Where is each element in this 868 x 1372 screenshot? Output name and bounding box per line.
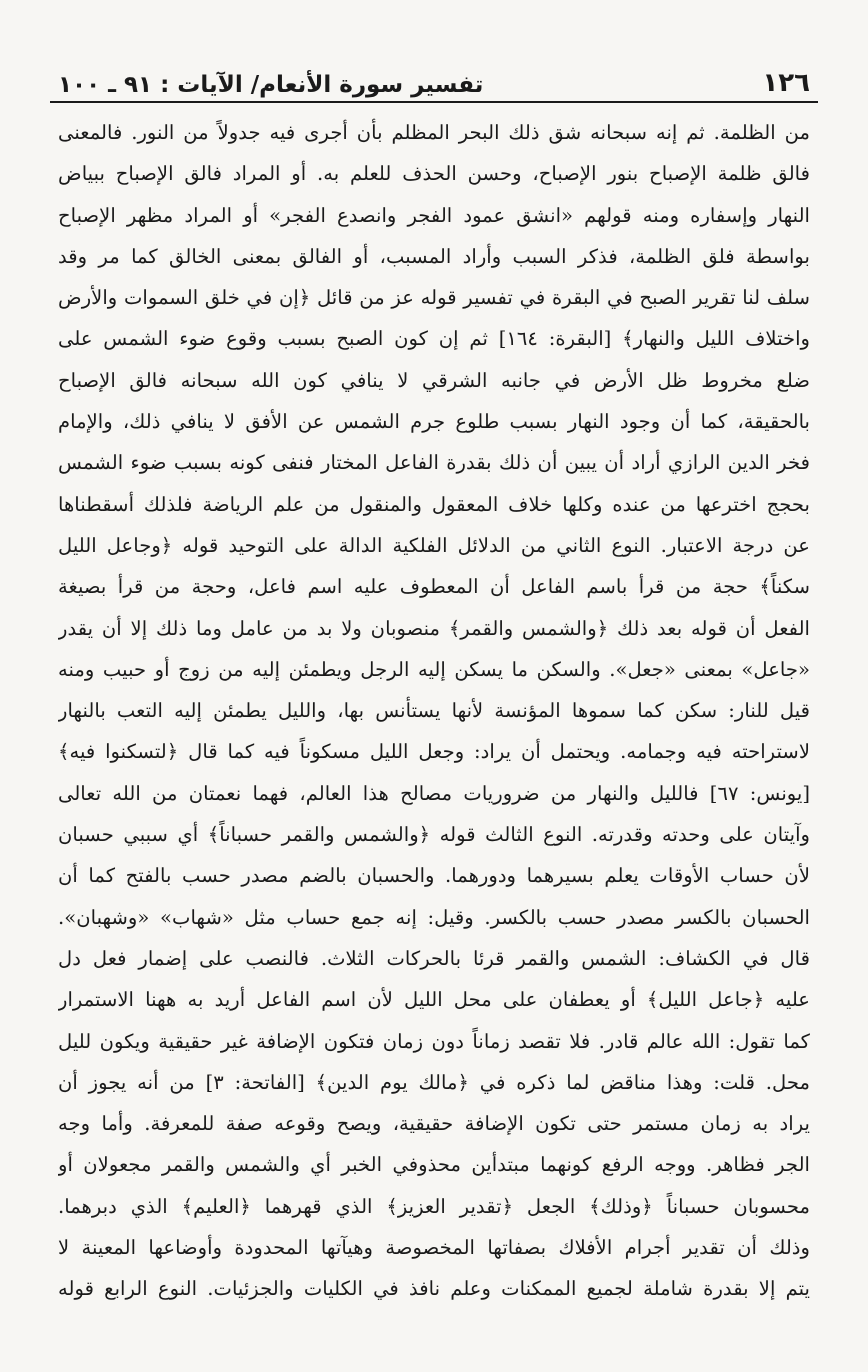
text-line: قال في الكشاف: الشمس والقمر قرئا بالحركات الثلاث. فالنصب على إضمار فعل دل <box>58 946 810 970</box>
running-title: تفسير سورة الأنعام/ الآيات : ٩١ ـ ١٠٠ <box>58 72 484 98</box>
text-line: سلف لنا تقرير الصبح في البقرة في تفسير قوله عز من قائل ﴿إن في خلق السموات والأرض <box>58 286 810 310</box>
text-line: «جاعل» بمعنى «جعل». والسكن ما يسكن إليه الرجل ويطمئن إليه من زوج أو حبيب ومنه <box>58 657 810 681</box>
text-line: محل. قلت: وهذا مناقض لما ذكره في ﴿مالك يوم الدين﴾ [الفاتحة: ٣] من أنه يجوز أن <box>58 1070 810 1094</box>
text-line: من الظلمة. ثم إنه سبحانه شق ذلك البحر المظلم بأن أجرى فيه جدولاً من النور. فالمعنى <box>58 121 810 144</box>
text-line: وذلك أن تقدير أجرام الأفلاك بصفاتها المخصوصة وهيآتها المحدودة وأوضاعها المعينة لا <box>58 1236 810 1260</box>
text-line: الحسبان بالكسر مصدر حسب بالكسر. وقيل: إنه جمع حساب مثل «شهاب» «وشهبان». <box>58 905 810 929</box>
text-line: فالق ظلمة الإصباح بنور الإصباح، وحسن الحذف للعلم به. أو المراد فالق الإصباح ببياض <box>58 162 810 186</box>
text-line: لأن حساب الأوقات يعلم بسيرهما ودورهما. والحسبان بالضم مصدر حسب بالفتح كما أن <box>58 864 810 888</box>
text-line: محسوبان حسباناً ﴿وذلك﴾ الجعل ﴿تقدير العزيز﴾ الذي قهرهما ﴿العليم﴾ الذي دبرهما. <box>58 1194 810 1218</box>
text-line: عليه ﴿جاعل الليل﴾ أو يعطفان على محل الليل لأن اسم الفاعل أريد به ههنا الاستمرار <box>58 988 810 1012</box>
text-line: واختلاف الليل والنهار﴾ [البقرة: ١٦٤] ثم إن كون الصبح بسبب وقوع ضوء الشمس على <box>58 327 810 351</box>
text-line: بالحقيقة، كما أن وجود النهار بسبب طلوع جرم الشمس عن الأفق لا ينافي ذلك، والإمام <box>58 410 810 434</box>
text-line: [يونس: ٦٧] فالليل والنهار من ضروريات مصالح هذا العالم، فهما نعمتان من الله تعالى <box>58 781 810 805</box>
header-rule <box>50 101 818 103</box>
text-line: يتم إلا بقدرة شاملة لجميع الممكنات وعلم نافذ في الكليات والجزئيات. النوع الرابع قوله <box>58 1277 810 1301</box>
text-line: قيل للنار: سكن كما سموها المؤنسة لأنها يستأنس بها، والليل يطمئن إليه التعب بالنهار <box>58 699 810 723</box>
text-line: سكناً﴾ حجة من قرأ باسم الفاعل أن المعطوف عليه اسم فاعل، وحجة من قرأ بصيغة <box>58 575 810 599</box>
text-line: النهار وإسفاره ومنه قولهم «انشق عمود الفجر وانصدع الفجر» أو المراد مظهر الإصباح <box>58 203 810 227</box>
text-line: بواسطة فلق الظلمة، فذكر السبب وأراد المسبب، أو الفالق بمعنى الخالق كما مر وقد <box>58 244 810 268</box>
text-line: فخر الدين الرازي أراد أن يبين أن ذلك بقدرة الفاعل المختار فنفى كونه بسبب ضوء الشمس <box>58 451 810 475</box>
text-line: ضلع مخروط ظل الأرض في جانبه الشرقي لا ينافي كون الله سبحانه فالق الإصباح <box>58 368 810 392</box>
text-line: وآيتان على وحدته وقدرته. النوع الثالث قوله ﴿والشمس والقمر حسباناً﴾ أي سببي حسبان <box>58 823 810 847</box>
body-text <box>58 112 810 1310</box>
text-line: الفعل أن قوله بعد ذلك ﴿والشمس والقمر﴾ منصوبان ولا بد من عامل وما ذلك إلا أن يقدر <box>58 616 810 640</box>
text-line: بحجج اخترعها من عنده وكلها خلاف المعقول والمنقول من علم الرياضة فلذلك أسقطناها <box>58 492 810 516</box>
text-line: يراد به زمان مستمر حتى تكون الإضافة حقيقية، ويصح وقوعه صفة للمعرفة. وأما وجه <box>58 1112 810 1136</box>
text-line: لاستراحته فيه وجمامه. ويحتمل أن يراد: وجعل الليل مسكوناً فيه كما قال ﴿لتسكنوا فيه﴾ <box>58 740 810 764</box>
text-line: الجر فظاهر. ووجه الرفع كونهما مبتدأين محذوفي الخبر أي والشمس والقمر مجعولان أو <box>58 1153 810 1177</box>
text-line: عن درجة الاعتبار. النوع الثاني من الدلائل الفلكية الدالة على التوحيد قوله ﴿وجاعل الليل <box>58 533 810 557</box>
page-number: ١٢٦ <box>762 68 810 98</box>
text-line: كما تقول: الله عالم قادر. فلا تقصد زماناً دون زمان فتكون الإضافة غير حقيقية ويكون لليل <box>58 1029 810 1053</box>
running-header <box>58 56 810 98</box>
